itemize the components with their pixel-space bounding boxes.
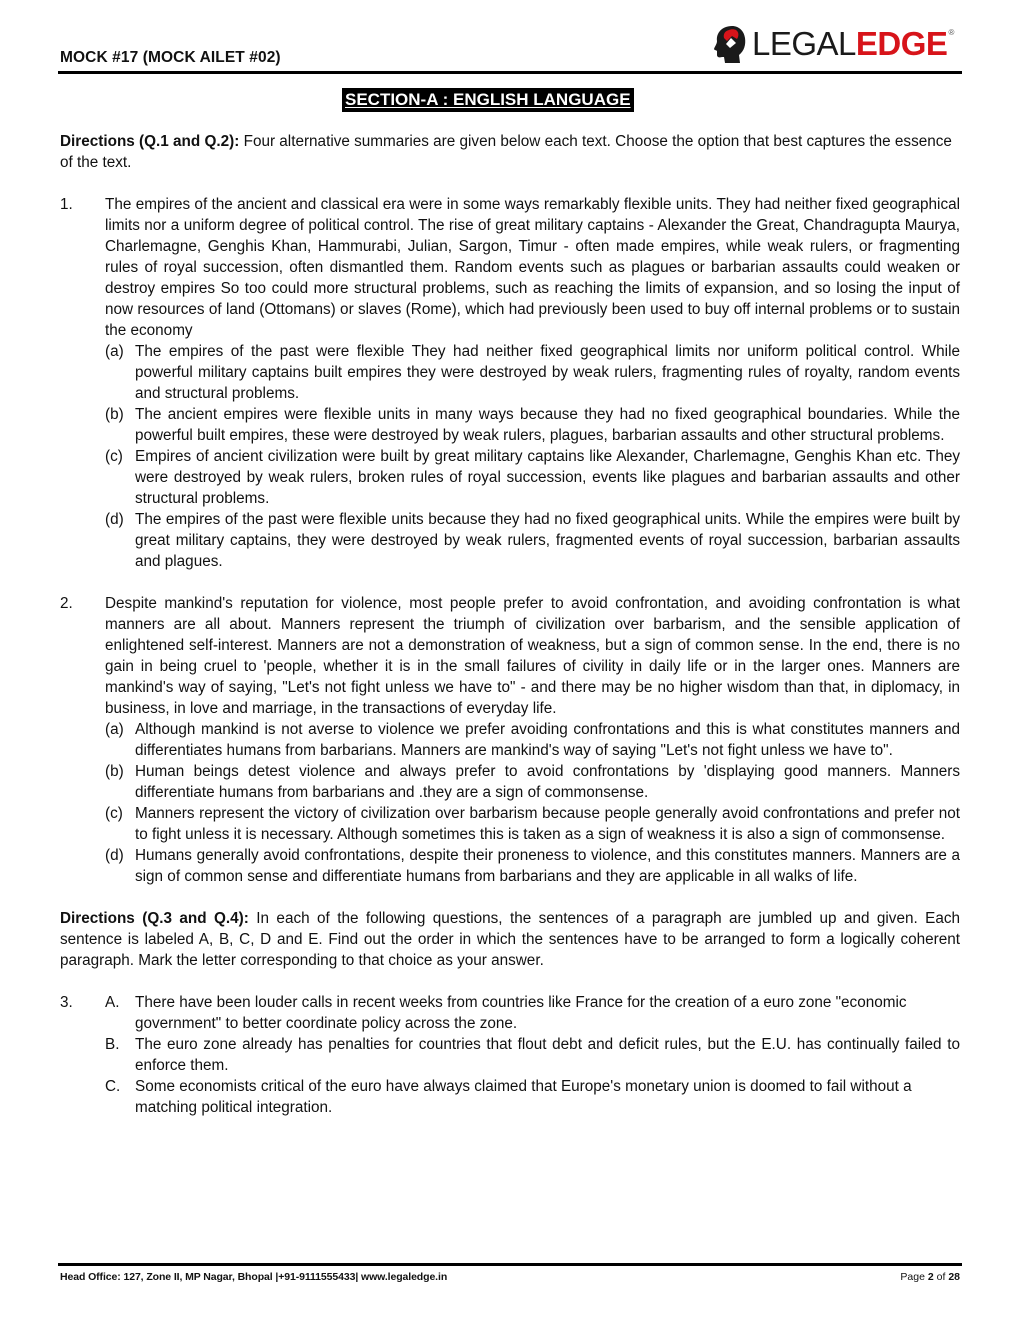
question-2 [60,593,960,887]
option-label: (a) [105,343,124,360]
option-label: (d) [105,511,124,528]
footer-divider [58,1263,962,1266]
sentence-a [60,992,960,1034]
page-of: of [933,1271,949,1283]
sentence-label: A. [105,994,120,1011]
option-label: (c) [105,448,123,465]
option-text: The empires of the past were flexible units because they had no fixed geographical units. While the empires were built by great military captains, they were destroyed by weak rulers, fragmented events of royal succession, barbarian assaults and plagues. [135,511,960,570]
sentence-text: Some economists critical of the euro have always claimed that Europe's monetary union is doomed to fail without a matching political integration. [135,1078,912,1116]
head-silhouette-logo-icon [712,24,748,64]
logo-text-edge: EDGE [855,25,948,62]
option-text: The ancient empires were flexible units in many ways because they had no fixed geographical boundaries. While the powerful built empires, these were destroyed by weak rulers, plagues, barbarian assaults and other structural problems. [135,406,960,444]
question-passage: Despite mankind's reputation for violence, most people prefer to avoid confrontation, and avoiding confrontation is what manners are all about. Manners represent the triumph of civilization over barbarism, and the sensible application of enlightened self-interest. Manners are not a demonstration of weakness, but a sign of common sense. In the end, there is no gain in being cruel to 'people, whether it is in the small failures of civility in daily life or in the larger ones. Manners are mankind's way of saying, "Let's not fight unless we have to" - and there may be no higher wisdom than that, in diplomacy, in business, in love and marriage, in the transactions of everyday life. [105,595,960,717]
option-d[interactable] [60,845,960,887]
option-text: The empires of the past were flexible They had neither fixed geographical limits nor uniform political control. While powerful military captains built empires they were destroyed by weak rulers, fragmenting rules of royalty, random events and structural problems. [135,343,960,402]
option-text: Although mankind is not averse to violence we prefer avoiding confrontations and this is what constitutes manners and differentiates humans from barbarians. Manners are mankind's way of saying "Let's not fight unless we have to". [135,721,960,759]
page-current: 2 [927,1271,934,1283]
registered-mark: ® [948,28,955,37]
sentence-text: The euro zone already has penalties for countries that flout debt and deficit rules, but the E.U. has continually failed to enforce them. [135,1036,960,1074]
sentence-c [60,1076,960,1118]
option-text: Empires of ancient civilization were built by great military captains like Alexander, Charlemagne, Genghis Khan etc. They were destroyed by weak rulers, broken rules of royal succession, events like plagues and barbarian assaults and other structural problems. [135,448,960,507]
option-b[interactable] [60,404,960,446]
section-title: SECTION-A : ENGLISH LANGUAGE [342,88,634,112]
page-number [900,1271,960,1283]
logo-text-legal: LEGAL [752,25,856,62]
question-number: 2. [60,595,73,612]
option-text: Manners represent the victory of civilization over barbarism because people generally avoid confrontations and prefer not to fight unless it is necessary. Although sometimes this is taken as a sign of weakness it is also a sign of commonsense. [135,805,960,843]
option-d[interactable] [60,509,960,572]
question-3 [60,992,960,1118]
option-text: Human beings detest violence and always prefer to avoid confrontations by 'displaying good manners. Manners differentiate humans from barbarians and .they are a sign of commonsense. [135,763,960,801]
option-label: (b) [105,763,124,780]
option-c[interactable] [60,446,960,509]
question-number: 1. [60,196,73,213]
page-prefix: Page [900,1271,928,1283]
header-divider [58,71,962,74]
footer-address: Head Office: 127, Zone II, MP Nagar, Bhopal |+91-9111555433| www.legaledge.in [60,1271,448,1283]
question-1 [60,194,960,572]
directions-text: Four alternative summaries are given below each text. Choose the option that best captures the essence of the text. [60,133,952,171]
directions-q1-q2 [60,131,960,173]
question-number: 3. [60,994,73,1011]
option-text: Humans generally avoid confrontations, despite their proneness to violence, and this constitutes manners. Manners are a sign of common sense and differentiate humans from barbarians and they are applicable in all walks of life. [135,847,960,885]
sentence-label: C. [105,1078,121,1095]
sentence-label: B. [105,1036,120,1053]
question-passage: The empires of the ancient and classical era were in some ways remarkably flexible units. They had neither fixed geographical limits nor a uniform degree of political control. The rise of great military captains - Alexander the Great, Chandragupta Maurya, Charlemagne, Genghis Khan, Hammurabi, Julian, Sargon, Timur - often made empires, while weak rulers, or fragmenting rules of royal succession, often dismantled them. Random events such as plagues or barbarian assaults could weaken or destroy empires So too could more structural problems, such as reaching the limits of expansion, and so losing the input of now resources of land (Ottomans) or slaves (Rome), which had previously been used to buy off internal problems or to sustain the economy [105,196,960,339]
sentence-b [60,1034,960,1076]
option-label: (d) [105,847,124,864]
option-label: (c) [105,805,123,822]
header-title: MOCK #17 (MOCK AILET #02) [60,49,281,66]
page-content [60,131,960,1118]
option-a[interactable] [60,719,960,761]
option-a[interactable] [60,341,960,404]
directions-text: In each of the following questions, the sentences of a paragraph are jumbled up and given. Each sentence is labeled A, B, C, D and E. Find out the order in which the sentences have to be arranged to form a logically coherent paragraph. Mark the letter corresponding to that choice as your answer. [60,910,961,969]
option-label: (b) [105,406,124,423]
page-total: 28 [948,1271,960,1283]
option-b[interactable] [60,761,960,803]
directions-q3-q4 [60,908,960,971]
directions-label: Directions (Q.1 and Q.2): [60,133,240,150]
legaledge-logo [712,22,954,66]
directions-label: Directions (Q.3 and Q.4): [60,910,249,927]
option-label: (a) [105,721,124,738]
option-c[interactable] [60,803,960,845]
sentence-text: There have been louder calls in recent weeks from countries like France for the creation of a euro zone "economic government" to better coordinate policy across the zone. [135,994,907,1032]
